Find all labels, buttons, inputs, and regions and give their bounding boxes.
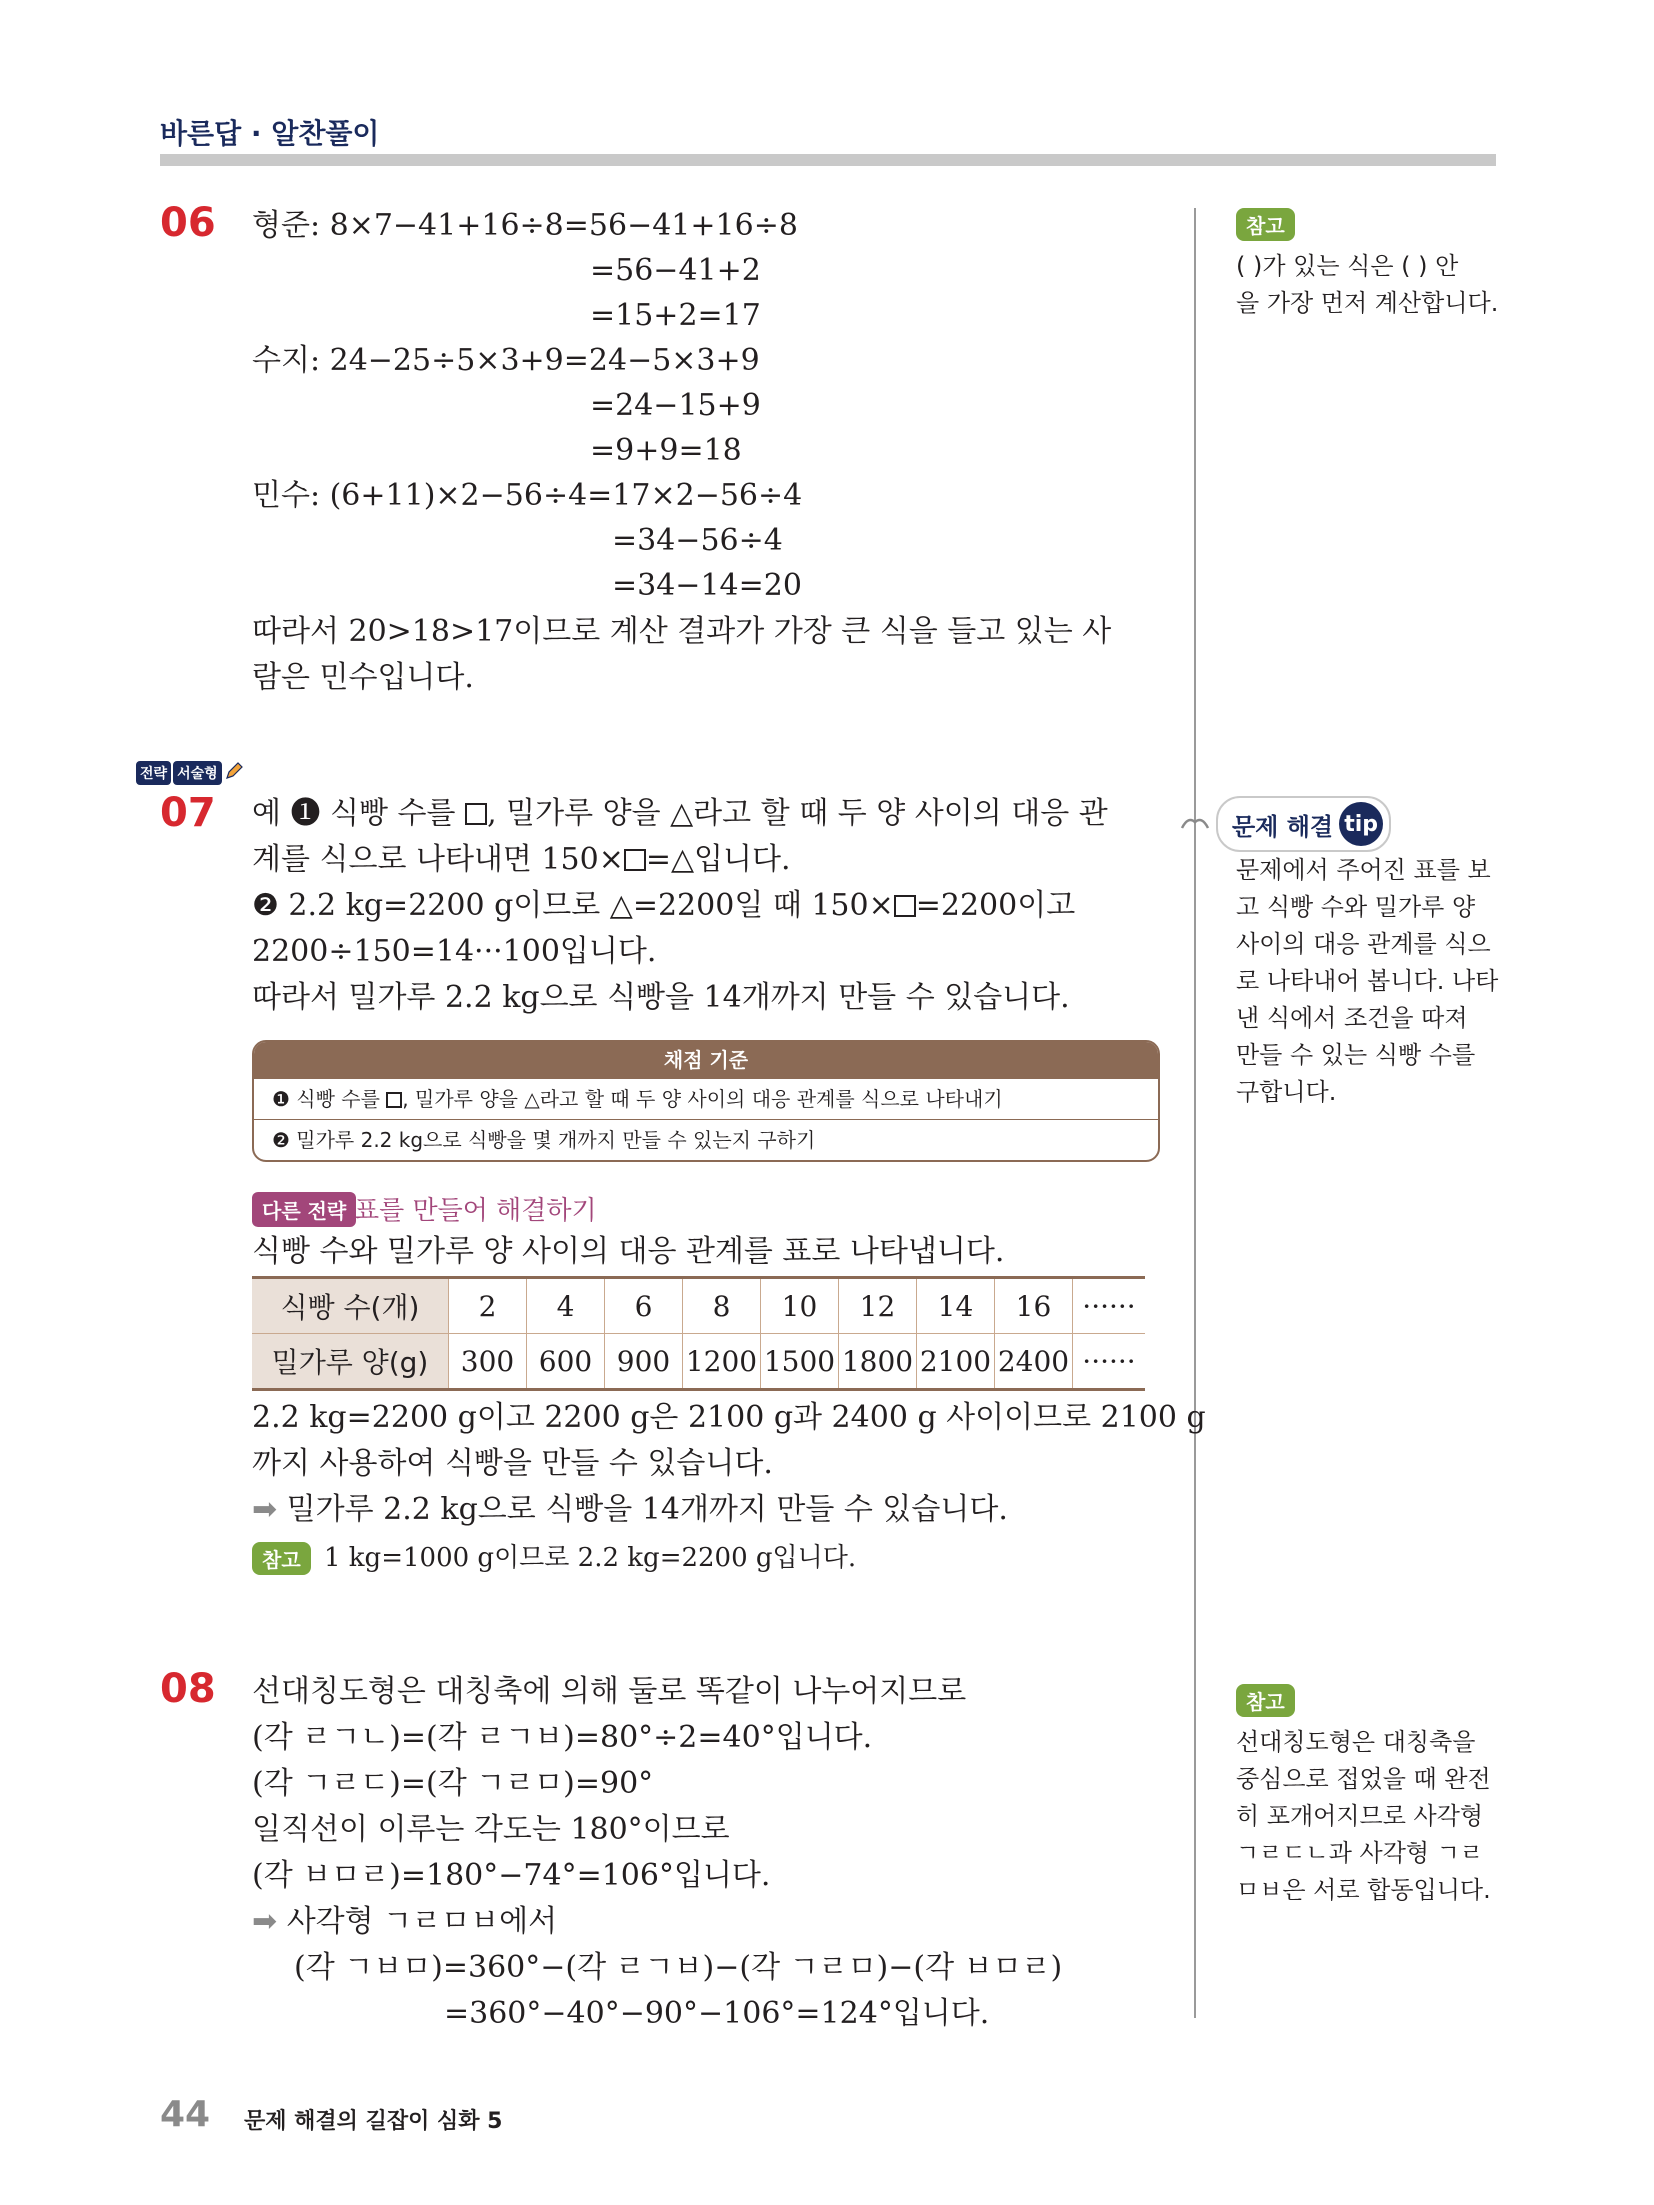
p06-line: 형준: 8×7−41+16÷8=56−41+16÷8 xyxy=(252,208,798,243)
p06-note-line: 을 가장 먼저 계산합니다. xyxy=(1236,289,1499,317)
table-cell: 14 xyxy=(917,1278,995,1334)
table-cell: 1500 xyxy=(761,1334,839,1390)
p08-line: =360°−40°−90°−106°=124°입니다. xyxy=(444,1996,990,2031)
table-cell: 1800 xyxy=(839,1334,917,1390)
p06-line: =34−56÷4 xyxy=(612,523,783,558)
tip-line: 사이의 대응 관계를 식으 xyxy=(1236,930,1491,958)
p06-note-line: ( )가 있는 식은 ( ) 안 xyxy=(1236,252,1459,280)
problem-number-08: 08 xyxy=(160,1666,216,1712)
problem-number-06: 06 xyxy=(160,200,216,246)
p07-line-3 xyxy=(252,884,1075,928)
note-badge: 참고 xyxy=(1236,1684,1295,1717)
p08-line: (각 ㄱㄹㄷ)=(각 ㄱㄹㅁ)=90° xyxy=(252,1766,654,1801)
table-cell: 2400 xyxy=(995,1334,1073,1390)
strategy-badge-label: 전략 xyxy=(136,761,171,785)
p06-line: =15+2=17 xyxy=(590,298,761,333)
p06-line: =24−15+9 xyxy=(590,388,761,423)
p07-line-2 xyxy=(252,838,791,882)
p07-line-3-end: =2200이고 xyxy=(915,888,1076,923)
table-cell: 2100 xyxy=(917,1334,995,1390)
problem-number-07: 07 xyxy=(160,790,216,836)
p07-line-3-start: ❷ 2.2 kg=2200 g이므로 △=2200일 때 150× xyxy=(252,888,894,923)
p07-line-1 xyxy=(252,792,1108,836)
p06-line: =56−41+2 xyxy=(590,253,761,288)
arrow-right-icon: ➡ xyxy=(252,1904,278,1939)
table-cell: 10 xyxy=(761,1278,839,1334)
table-cell: 300 xyxy=(449,1334,527,1390)
p07-line-1-start: 예 ❶ 식빵 수를 xyxy=(252,796,456,831)
column-divider xyxy=(1194,208,1196,2018)
reference-badge: 참고 xyxy=(252,1542,311,1575)
table-cell: 2 xyxy=(449,1278,527,1334)
p06-line: 민수: (6+11)×2−56÷4=17×2−56÷4 xyxy=(252,478,803,513)
square-symbol xyxy=(386,1092,402,1108)
lightbulb-icon xyxy=(1180,812,1210,836)
tip-line: 만들 수 있는 식빵 수를 xyxy=(1236,1041,1476,1069)
strategy-badge xyxy=(136,760,244,786)
square-symbol xyxy=(894,895,916,917)
p08-line: 일직선이 이루는 각도는 180°이므로 xyxy=(252,1812,730,1847)
square-symbol xyxy=(465,803,487,825)
page-number: 44 xyxy=(160,2094,211,2135)
p07-conclusion-line xyxy=(252,1488,1008,1532)
tip-circle: tip xyxy=(1339,802,1383,846)
other-strategy-title: 표를 만들어 해결하기 xyxy=(354,1196,597,1226)
table-header-cell: 식빵 수(개) xyxy=(252,1278,449,1334)
p06-line: 수지: 24−25÷5×3+9=24−5×3+9 xyxy=(252,343,760,378)
header-bar xyxy=(160,154,1496,166)
p08-line-text: 사각형 ㄱㄹㅁㅂ에서 xyxy=(286,1904,558,1939)
p06-line: 따라서 20>18>17이므로 계산 결과가 가장 큰 식을 들고 있는 사 xyxy=(252,614,1112,649)
p06-line: =9+9=18 xyxy=(590,433,742,468)
other-strategy-badge: 다른 전략 xyxy=(252,1192,356,1227)
header-title: 바른답 · 알찬풀이 xyxy=(160,117,380,150)
tip-line: 고 식빵 수와 밀가루 양 xyxy=(1236,893,1476,921)
p07-line-5: 따라서 밀가루 2.2 kg으로 식빵을 14개까지 만들 수 있습니다. xyxy=(252,980,1070,1015)
table-cell: ······ xyxy=(1073,1334,1146,1390)
arrow-right-icon: ➡ xyxy=(252,1492,278,1527)
p08-line: (각 ㄹㄱㄴ)=(각 ㄹㄱㅂ)=80°÷2=40°입니다. xyxy=(252,1720,873,1755)
tip-label: 문제 해결 xyxy=(1232,812,1334,841)
book-title: 문제 해결의 길잡이 심화 5 xyxy=(244,2109,503,2134)
square-symbol xyxy=(624,849,646,871)
p08-note-line: 히 포개어지므로 사각형 xyxy=(1236,1802,1484,1830)
p08-note-line: ㄱㄹㄷㄴ과 사각형 ㄱㄹ xyxy=(1236,1839,1484,1867)
p08-line xyxy=(252,1900,557,1944)
grading-criteria-row: ❷ 밀가루 2.2 kg으로 식빵을 몇 개까지 만들 수 있는지 구하기 xyxy=(254,1119,1158,1160)
table-header-cell: 밀가루 양(g) xyxy=(252,1334,449,1390)
p06-line: 람은 민수입니다. xyxy=(252,660,474,695)
p08-note-line: 선대칭도형은 대칭축을 xyxy=(1236,1728,1476,1756)
grading-criteria-title: 채점 기준 xyxy=(254,1042,1158,1078)
p07-line-2-start: 계를 식으로 나타내면 150× xyxy=(252,842,624,877)
p06-line: =34−14=20 xyxy=(612,568,802,603)
grading-row-1-end: , 밀가루 양을 △라고 할 때 두 양 사이의 대응 관계를 식으로 나타내기 xyxy=(402,1087,1003,1111)
table-cell: 8 xyxy=(683,1278,761,1334)
table-cell: 900 xyxy=(605,1334,683,1390)
p07-conclusion-text: 밀가루 2.2 kg으로 식빵을 14개까지 만들 수 있습니다. xyxy=(286,1492,1008,1527)
p07-after-line: 2.2 kg=2200 g이고 2200 g은 2100 g과 2400 g 사이이므로 2100 g xyxy=(252,1400,1206,1435)
grading-criteria-row xyxy=(254,1078,1158,1119)
tip-badge xyxy=(1180,796,1391,852)
table-cell: 600 xyxy=(527,1334,605,1390)
table-cell: 1200 xyxy=(683,1334,761,1390)
grading-row-1-start: ❶ 식빵 수를 xyxy=(272,1087,380,1111)
p07-line-4: 2200÷150=14···100입니다. xyxy=(252,934,657,969)
table-cell: 6 xyxy=(605,1278,683,1334)
tip-line: 구합니다. xyxy=(1236,1078,1337,1106)
correspondence-table xyxy=(252,1276,1145,1391)
table-row xyxy=(252,1278,1145,1334)
p07-after-line: 까지 사용하여 식빵을 만들 수 있습니다. xyxy=(252,1446,773,1481)
table-cell: 16 xyxy=(995,1278,1073,1334)
p07-line-2-end: =△입니다. xyxy=(645,842,791,877)
pencil-icon xyxy=(224,761,244,785)
tip-badge-box xyxy=(1216,796,1391,852)
grading-criteria-box xyxy=(252,1040,1160,1162)
table-cell: 4 xyxy=(527,1278,605,1334)
tip-line: 로 나타내어 봅니다. 나타 xyxy=(1236,967,1499,995)
table-cell: ······ xyxy=(1073,1278,1146,1334)
other-strategy-line: 식빵 수와 밀가루 양 사이의 대응 관계를 표로 나타냅니다. xyxy=(252,1234,1005,1269)
p08-line: 선대칭도형은 대칭축에 의해 둘로 똑같이 나누어지므로 xyxy=(252,1674,967,1709)
p08-note-line: 중심으로 접었을 때 완전 xyxy=(1236,1765,1491,1793)
reference-text: 1 kg=1000 g이므로 2.2 kg=2200 g입니다. xyxy=(324,1543,857,1573)
p08-note-line: ㅁㅂ은 서로 합동입니다. xyxy=(1236,1876,1491,1904)
table-cell: 12 xyxy=(839,1278,917,1334)
p07-line-1-end: , 밀가루 양을 △라고 할 때 두 양 사이의 대응 관 xyxy=(487,796,1108,831)
tip-line: 문제에서 주어진 표를 보 xyxy=(1236,856,1491,884)
descriptive-badge-label: 서술형 xyxy=(173,761,222,785)
p08-line: (각 ㅂㅁㄹ)=180°−74°=106°입니다. xyxy=(252,1858,771,1893)
table-row xyxy=(252,1334,1145,1390)
tip-line: 낸 식에서 조건을 따져 xyxy=(1236,1004,1468,1032)
note-badge: 참고 xyxy=(1236,208,1295,241)
p08-line: (각 ㄱㅂㅁ)=360°−(각 ㄹㄱㅂ)−(각 ㄱㄹㅁ)−(각 ㅂㅁㄹ) xyxy=(294,1950,1063,1985)
